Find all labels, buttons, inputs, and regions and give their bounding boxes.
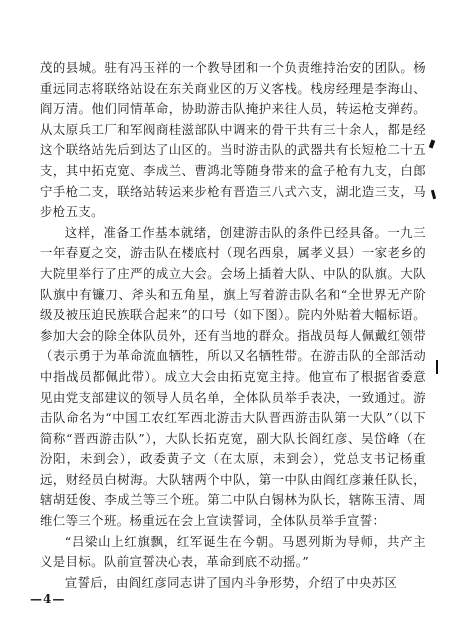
oath-quote: “吕梁山上红旗飘，红军诞生在今朝。马恩列斯为导师，共产主义是目标。队前宣誓决心表，革命到底不动摇。” xyxy=(40,533,426,570)
paragraph-1: 茂的县城。驻有冯玉祥的一个教导团和一个负责维持治安的团队。杨重远同志将联络站设在东关商业区的万义客栈。栈房经理是李海山、阎万清。他们同情革命，协助游击队掩护来往人员，转运枪支弹药。从太原兵工厂和军阀商桂滋部队中调来的骨干共有三十余人，都是经这个联络站先后到达了山区的。当时游击队的武器共有长短枪二十五支，其中拓克宽、李成兰、曹鸿北等随身带来的盒子枪有九支，白郎宁手枪二支，联络站转运来步枪有晋造三八式六支，湖北造三支，马步枪五支。 xyxy=(40,60,426,220)
page-number: —4— xyxy=(30,592,66,606)
scan-speck xyxy=(431,190,436,199)
paragraph-2: 这样，准备工作基本就绪，创建游击队的条件已经具备。一九三一年春夏之交，游击队在楼底村（现名西泉，属孝义县）一家老乡的大院里举行了庄严的成立大会。会场上插着大队、中队的队旗。大队队旗中有镰刀、斧头和五角星，旗上写着游击队名和“全世界无产阶级及被压迫民族联合起来”的口号（如下图）。院内外贴着大幅标语。参加大会的除全体队员外，还有当地的群众。指战员每人佩戴红领带（表示勇于为革命流血牺牲，所以又名牺牲带。在游击队的全部活动中指战员都佩此带）。成立大会由拓克宽主持。他宣布了根据省委意见由党支部建议的领导人员名单，全体队员举手表决，一致通过。游击队命名为“中国工农红军西北游击大队晋西游击队第一大队”（以下简称“晋西游击队”），大队长拓克宽，副大队长阎红彦、吴岱峰（在汾阳，未到会），政委黄子文（在太原，未到会），党总支书记杨重远，财经员白树海。大队辖两个中队，第一中队由阎红彦兼任队长，辖胡廷俊、李成兰等三个班。第二中队白锡林为队长，辖陈玉清、周维仁等三个班。杨重远在会上宣读誓词，全体队员举手宣誓： xyxy=(40,224,426,529)
scan-speck xyxy=(436,360,438,374)
document-page xyxy=(40,58,426,593)
paragraph-4: 宣誓后，由阎红彦同志讲了国内斗争形势，介绍了中央苏区 xyxy=(64,574,398,590)
scan-speck xyxy=(429,140,435,149)
